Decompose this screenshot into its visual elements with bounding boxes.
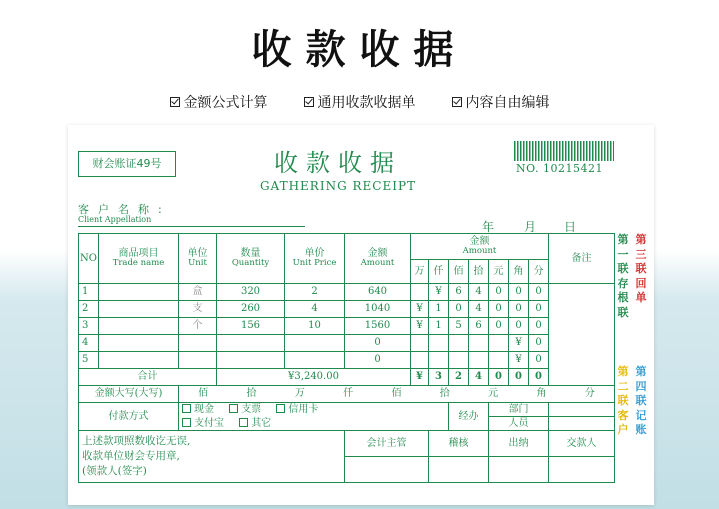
row-digit	[411, 352, 429, 369]
row-item[interactable]	[99, 284, 179, 301]
date-day-label: 日	[564, 220, 577, 234]
checkbox-icon	[304, 97, 314, 107]
checkbox-icon	[229, 404, 238, 413]
row-digit: 5	[449, 318, 469, 335]
total-digit: 0	[529, 369, 549, 386]
checkbox-icon	[276, 404, 285, 413]
header-price: 单价 Unit Price	[285, 234, 345, 284]
total-digit: 0	[489, 369, 509, 386]
row-unit[interactable]	[179, 352, 217, 369]
row-amount: 0	[345, 335, 411, 352]
row-digit: ¥	[429, 284, 449, 301]
uppercase-row	[79, 386, 615, 403]
row-digit: 0	[489, 284, 509, 301]
row-unit[interactable]	[179, 335, 217, 352]
row-item[interactable]	[99, 335, 179, 352]
table-row	[79, 318, 615, 335]
digit-header: 拾	[469, 260, 489, 284]
header-amount-detail: 金额 Amount	[411, 234, 549, 260]
client-input-line[interactable]	[78, 226, 305, 227]
row-digit: 0	[509, 318, 529, 335]
checkbox-icon	[452, 97, 462, 107]
payment-option-cash[interactable]: 现金	[182, 404, 214, 416]
row-unit[interactable]: 个	[179, 318, 217, 335]
person-field[interactable]	[549, 417, 615, 431]
row-item[interactable]	[99, 318, 179, 335]
voucher-label: 财会账证49号	[78, 151, 176, 177]
receipt-title: 收款收据	[274, 149, 402, 177]
digit-header: 万	[411, 260, 429, 284]
signature-auditor: 稽核	[429, 431, 489, 457]
feature-label: 金额公式计算	[183, 95, 268, 111]
row-digit: ¥	[509, 352, 529, 369]
row-quantity[interactable]	[217, 352, 285, 369]
total-digit: 4	[469, 369, 489, 386]
row-digit: ¥	[411, 301, 429, 318]
row-digit	[489, 352, 509, 369]
payment-option-cheque[interactable]: 支票	[229, 404, 261, 416]
row-amount: 1560	[345, 318, 411, 335]
row-price[interactable]: 4	[285, 301, 345, 318]
digit-header: 仟	[429, 260, 449, 284]
footer-note-line: 收款单位财会专用章,	[82, 450, 180, 462]
uppercase-unit: 佰	[391, 388, 402, 400]
remark-cell[interactable]	[549, 284, 615, 386]
header-amount: 金额 Amount	[345, 234, 411, 284]
row-no: 1	[79, 284, 99, 301]
person-label: 人员	[489, 417, 549, 431]
row-digit	[429, 352, 449, 369]
department-field[interactable]	[549, 403, 615, 417]
row-digit	[411, 335, 429, 352]
payment-row	[79, 403, 615, 417]
digit-header: 佰	[449, 260, 469, 284]
uppercase-unit: 角	[536, 388, 547, 400]
copy-label-accounting: 第四联记账	[635, 365, 647, 436]
row-digit: 0	[529, 301, 549, 318]
footer-note	[79, 431, 345, 483]
row-price[interactable]	[285, 335, 345, 352]
signature-field[interactable]	[489, 457, 549, 483]
row-digit: 6	[469, 318, 489, 335]
row-price[interactable]: 2	[285, 284, 345, 301]
row-digit: 4	[469, 301, 489, 318]
uppercase-unit: 万	[294, 388, 305, 400]
feature-item	[452, 92, 550, 112]
total-label: 合计	[79, 369, 217, 386]
row-quantity[interactable]	[217, 335, 285, 352]
uppercase-label: 金额大写(大写)	[79, 386, 179, 403]
row-unit[interactable]: 盒	[179, 284, 217, 301]
row-digit: ¥	[509, 335, 529, 352]
copy-label-customer: 第二联客户	[617, 365, 629, 436]
row-digit	[469, 335, 489, 352]
handler-label: 经办	[449, 403, 489, 431]
row-amount: 1040	[345, 301, 411, 318]
date-year-label: 年	[482, 220, 495, 234]
total-digit: 3	[429, 369, 449, 386]
row-no: 5	[79, 352, 99, 369]
row-digit: 0	[509, 301, 529, 318]
row-digit: 0	[529, 335, 549, 352]
page-title: 收款收据	[251, 27, 468, 73]
row-quantity[interactable]: 320	[217, 284, 285, 301]
uppercase-units[interactable]	[179, 386, 615, 403]
row-digit	[411, 284, 429, 301]
row-digit: 0	[489, 318, 509, 335]
receipt-table	[78, 233, 615, 483]
row-digit: 0	[529, 318, 549, 335]
total-digit: 0	[509, 369, 529, 386]
row-no: 4	[79, 335, 99, 352]
header-unit: 单位 Unit	[179, 234, 217, 284]
header-item: 商品项目 Trade name	[99, 234, 179, 284]
header-quantity: 数量 Quantity	[217, 234, 285, 284]
total-digit: ¥	[411, 369, 429, 386]
uppercase-unit: 元	[488, 388, 499, 400]
feature-label: 通用收款收据单	[317, 95, 416, 111]
receipt-form	[68, 125, 654, 505]
digit-header: 元	[489, 260, 509, 284]
payment-label: 付款方式	[79, 403, 179, 431]
feature-list	[0, 92, 719, 112]
row-quantity[interactable]: 260	[217, 301, 285, 318]
table-row	[79, 352, 615, 369]
checkbox-icon	[170, 97, 180, 107]
signature-field[interactable]	[345, 457, 429, 483]
row-digit: 0	[529, 284, 549, 301]
digit-header: 分	[529, 260, 549, 284]
date-month-label: 月	[524, 220, 537, 234]
row-no: 2	[79, 301, 99, 318]
row-digit: 4	[469, 284, 489, 301]
signature-field[interactable]	[429, 457, 489, 483]
total-value: ¥3,240.00	[217, 369, 411, 386]
payment-option-other[interactable]: 其它	[239, 418, 271, 430]
signature-cashier: 出纳	[489, 431, 549, 457]
uppercase-unit: 分	[584, 388, 595, 400]
row-digit	[429, 335, 449, 352]
row-digit: 0	[489, 301, 509, 318]
feature-label: 内容自由编辑	[465, 95, 550, 111]
footer-note-line: (领款人(签字)	[82, 465, 147, 477]
copy-label-stub: 第一联存根联	[617, 233, 629, 319]
feature-item	[304, 92, 416, 112]
uppercase-unit: 拾	[439, 388, 450, 400]
receipt-subtitle: GATHERING RECEIPT	[259, 179, 417, 193]
header-remark: 备注	[549, 234, 615, 284]
row-item[interactable]	[99, 352, 179, 369]
client-label-en: Client Appellation	[78, 215, 152, 224]
row-digit: 1	[429, 318, 449, 335]
header-no: NO	[79, 234, 99, 284]
copy-label-return: 第三联回单	[635, 233, 647, 304]
row-item[interactable]	[99, 301, 179, 318]
row-amount: 640	[345, 284, 411, 301]
signature-accountant: 会计主管	[345, 431, 429, 457]
client-label: 客户名称:	[78, 203, 171, 216]
feature-item	[170, 92, 268, 112]
signature-payer: 交款人	[549, 431, 615, 457]
row-digit: 1	[429, 301, 449, 318]
uppercase-unit: 仟	[343, 388, 354, 400]
payment-options	[179, 403, 449, 431]
row-digit: 6	[449, 284, 469, 301]
digit-header: 角	[509, 260, 529, 284]
row-digit	[489, 335, 509, 352]
payment-option-credit-card[interactable]: 信用卡	[276, 404, 318, 416]
row-digit	[449, 335, 469, 352]
checkbox-icon	[239, 418, 248, 427]
footer-note-line: 上述款项照数收讫无误,	[82, 435, 191, 447]
row-no: 3	[79, 318, 99, 335]
table-row	[79, 301, 615, 318]
row-digit	[469, 352, 489, 369]
department-label: 部门	[489, 403, 549, 417]
row-digit: 0	[449, 301, 469, 318]
uppercase-unit: 佰	[198, 388, 209, 400]
uppercase-unit: 拾	[246, 388, 257, 400]
table-row	[79, 284, 615, 301]
row-quantity[interactable]: 156	[217, 318, 285, 335]
row-price[interactable]	[285, 352, 345, 369]
payment-option-alipay[interactable]: 支付宝	[182, 418, 224, 430]
row-digit: 0	[509, 284, 529, 301]
total-digit: 2	[449, 369, 469, 386]
checkbox-icon	[182, 404, 191, 413]
checkbox-icon	[182, 418, 191, 427]
row-amount: 0	[345, 352, 411, 369]
row-digit: 0	[529, 352, 549, 369]
signature-row	[79, 431, 615, 457]
barcode-icon	[514, 141, 614, 161]
row-digit	[449, 352, 469, 369]
row-unit[interactable]: 支	[179, 301, 217, 318]
total-row	[79, 369, 615, 386]
row-digit: ¥	[411, 318, 429, 335]
serial-number: NO. 10215421	[516, 162, 603, 175]
table-row	[79, 335, 615, 352]
signature-field[interactable]	[549, 457, 615, 483]
row-price[interactable]: 10	[285, 318, 345, 335]
